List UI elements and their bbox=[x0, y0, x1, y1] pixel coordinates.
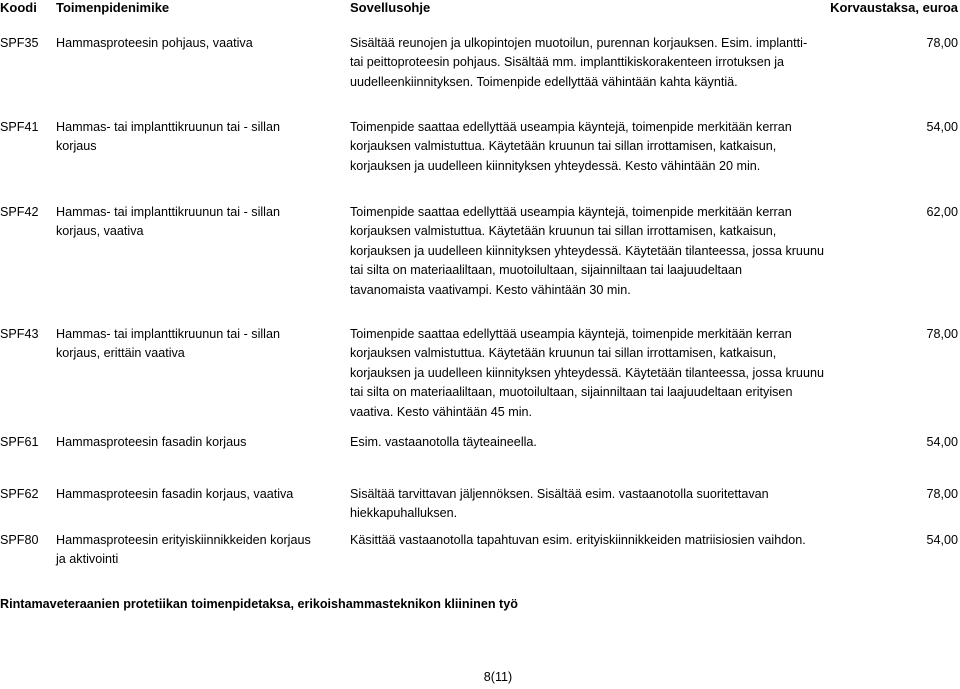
row-name-line: ja aktivointi bbox=[56, 552, 119, 567]
row-guide-line: Toimenpide saattaa edellyttää useampia käyntejä, toimenpide merkitään kerran bbox=[350, 327, 792, 341]
row-name-line: Hammasproteesin erityiskiinnikkeiden korjaus bbox=[56, 533, 311, 547]
row-guide bbox=[350, 118, 818, 176]
row-name bbox=[56, 531, 346, 570]
row-name-line: Hammasproteesin fasadin korjaus bbox=[56, 435, 247, 449]
row-guide-line: Toimenpide saattaa edellyttää useampia käyntejä, toimenpide merkitään kerran bbox=[350, 205, 792, 219]
row-name-line: Hammas- tai implanttikruunun tai - sillan bbox=[56, 120, 280, 134]
row-guide bbox=[350, 34, 818, 92]
row-fee: 78,00 bbox=[926, 487, 958, 501]
header-guide: Sovellusohje bbox=[350, 0, 431, 15]
row-name bbox=[56, 34, 346, 53]
row-code: SPF43 bbox=[0, 327, 39, 341]
header-name: Toimenpidenimike bbox=[56, 0, 170, 15]
row-guide-line: korjauksen valmistuttua. Käytetään kruunun tai sillan irrottamisen, katkaisun, bbox=[350, 346, 777, 361]
row-guide bbox=[350, 531, 818, 550]
row-guide-line: tavanomaista vaativampi. Kesto vähintään 30 min. bbox=[350, 282, 631, 297]
row-guide-line: Sisältää reunojen ja ulkopintojen muotoilun, purennan korjauksen. Esim. implantti- bbox=[350, 36, 808, 50]
page-footer bbox=[0, 670, 960, 684]
row-guide bbox=[350, 433, 818, 452]
row-fee: 62,00 bbox=[926, 205, 958, 219]
row-fee: 54,00 bbox=[926, 533, 958, 547]
row-name-line: Hammas- tai implanttikruunun tai - sillan bbox=[56, 205, 280, 219]
row-guide-line: Toimenpide saattaa edellyttää useampia käyntejä, toimenpide merkitään kerran bbox=[350, 120, 792, 134]
row-name bbox=[56, 485, 346, 504]
row-guide-line: korjauksen ja uudelleen kiinnityksen yhteydessä. Käytetään tilanteessa, jossa kruunu bbox=[350, 243, 824, 258]
row-guide-line: korjauksen valmistuttua. Käytetään kruunun tai sillan irrottamisen, katkaisun, bbox=[350, 224, 777, 239]
row-guide-line: hiekkapuhalluksen. bbox=[350, 506, 458, 521]
row-name bbox=[56, 118, 346, 157]
row-guide-line: Esim. vastaanotolla täyteaineella. bbox=[350, 435, 537, 449]
row-guide-line: vaativa. Kesto vähintään 45 min. bbox=[350, 404, 533, 419]
row-name-line: korjaus, erittäin vaativa bbox=[56, 346, 185, 361]
row-name-line: korjaus bbox=[56, 139, 97, 154]
row-code: SPF62 bbox=[0, 487, 39, 501]
row-name-line: Hammasproteesin fasadin korjaus, vaativa bbox=[56, 487, 294, 501]
row-guide bbox=[350, 325, 824, 422]
row-code: SPF61 bbox=[0, 435, 39, 449]
row-guide-line: Sisältää tarvittavan jäljennöksen. Sisältää esim. vastaanotolla suoritettavan bbox=[350, 487, 769, 501]
row-name-line: korjaus, vaativa bbox=[56, 224, 144, 239]
page-number: 8(11) bbox=[483, 670, 513, 684]
row-guide-line: korjauksen ja uudelleen kiinnityksen yhteydessä. Kesto vähintään 20 min. bbox=[350, 158, 761, 173]
row-guide-line: korjauksen ja uudelleen kiinnityksen yhteydessä. Käytetään tilanteessa, jossa kruunu bbox=[350, 365, 824, 380]
row-guide-line: tai peittoproteesin pohjaus. Sisältää mm. implanttikiskorakenteen irrotuksen ja bbox=[350, 55, 785, 70]
row-name bbox=[56, 325, 346, 364]
row-fee: 54,00 bbox=[926, 435, 958, 449]
row-code: SPF42 bbox=[0, 205, 39, 219]
table-header bbox=[0, 0, 960, 16]
row-code: SPF35 bbox=[0, 36, 39, 50]
row-fee: 78,00 bbox=[926, 327, 958, 341]
row-name-line: Hammasproteesin pohjaus, vaativa bbox=[56, 36, 253, 50]
row-code: SPF41 bbox=[0, 120, 39, 134]
section-title: Rintamaveteraanien protetiikan toimenpidetaksa, erikoishammasteknikon kliininen työ bbox=[0, 597, 518, 611]
row-name-line: Hammas- tai implanttikruunun tai - sillan bbox=[56, 327, 280, 341]
row-guide bbox=[350, 203, 824, 300]
row-code: SPF80 bbox=[0, 533, 39, 547]
row-guide bbox=[350, 485, 818, 524]
row-guide-line: Käsittää vastaanotolla tapahtuvan esim. erityiskiinnikkeiden matriisiosien vaihdon. bbox=[350, 533, 806, 547]
row-fee: 54,00 bbox=[926, 120, 958, 134]
row-name bbox=[56, 433, 346, 452]
header-code: Koodi bbox=[0, 0, 37, 15]
row-fee: 78,00 bbox=[926, 36, 958, 50]
header-fee: Korvaustaksa, euroa bbox=[830, 0, 958, 15]
row-guide-line: korjauksen valmistuttua. Käytetään kruunun tai sillan irrottamisen, katkaisun, bbox=[350, 139, 777, 154]
row-guide-line: uudelleenkiinnityksen. Toimenpide edellyttää vähintään kahta käyntiä. bbox=[350, 74, 738, 89]
row-guide-line: tai silta on materiaaliltaan, muotoilultaan, sijainniltaan tai laajuudeltaan bbox=[350, 263, 743, 278]
row-name bbox=[56, 203, 346, 242]
row-guide-line: tai silta on materiaaliltaan, muotoilultaan, sijainniltaan tai laajuudeltaan erityisen bbox=[350, 385, 793, 400]
